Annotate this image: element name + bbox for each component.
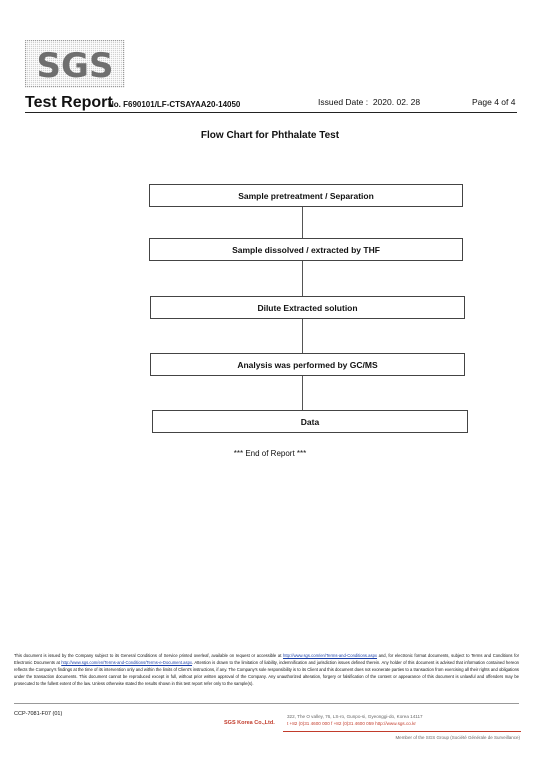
- terms-link[interactable]: http://www.sgs.com/en/Terms-and-Conditions.aspx: [282, 653, 378, 658]
- company-name: SGS Korea Co.,Ltd.: [224, 720, 275, 726]
- e-document-terms-link[interactable]: http://www.sgs.com/en/Terms-and-Conditions/Terms-e-Document.aspx: [61, 660, 193, 665]
- flow-connector: [302, 319, 303, 353]
- issued-date: [318, 97, 420, 107]
- page-number: Page 4 of 4: [472, 97, 516, 107]
- company-address: 322, The O valley, 76, LS-ro, Gunpo-si, Gyeonggi-do, Korea 14117: [287, 714, 423, 719]
- report-number: No. F690101/LF-CTSAYAA20-14050: [108, 100, 241, 109]
- flow-step-3: Dilute Extracted solution: [150, 296, 465, 319]
- form-code: CCP-7081-F07 (01): [14, 711, 63, 717]
- member-divider: [283, 731, 521, 732]
- flow-connector: [302, 376, 303, 410]
- company-contact: t +82 (0)31 4600 000 f +82 (0)31 4600 059 http://www.sgs.co.kr: [287, 721, 416, 726]
- disclaimer-text: This document is issued by the Company subject to its General Conditions of Service printed overleaf, available on request or accessible at: [14, 653, 283, 658]
- flow-step-4: Analysis was performed by GC/MS: [150, 353, 465, 376]
- end-of-report: *** End of Report ***: [233, 449, 307, 458]
- company-address-block: [287, 713, 517, 727]
- sgs-logo: [25, 40, 125, 88]
- disclaimer-text: . Attention is drawn to the limitation of liability, indemnification and jurisdiction issues defined therein. Any holder of this document is advised that information contained hereon reflects the Company's findings at the time of its intervention only and within the limits of Client's instructions, if any. The Company's sole responsibility is to its Client and this document does not exonerate parties to a transaction from exercising all their rights and obligations under the transaction documents. This document cannot be reproduced except in full, without prior written approval of the Company. Any unauthorized alteration, forgery or falsification of the content or appearance of this document is unlawful and offenders may be prosecuted to the fullest extent of the law. Unless otherwise stated the results shown in this test report refer only to the sample(s).: [14, 660, 519, 686]
- footer-divider: [14, 703, 519, 704]
- legal-disclaimer: [14, 652, 519, 687]
- flow-step-2: Sample dissolved / extracted by THF: [149, 238, 463, 261]
- member-of-sgs: Member of the SGS Group (Société Générale de Surveillance): [395, 735, 520, 740]
- flow-step-1: Sample pretreatment / Separation: [149, 184, 463, 207]
- disclaimer-text: and, for electronic format documents, subject to Terms and Conditions for Electronic Documents at: [14, 653, 519, 665]
- flow-connector: [302, 261, 303, 296]
- flow-step-5: Data: [152, 410, 468, 433]
- flowchart-title: Flow Chart for Phthalate Test: [200, 130, 340, 141]
- logo-text: SGS: [36, 46, 114, 86]
- report-title: Test Report: [25, 94, 113, 111]
- issued-value: 2020. 02. 28: [372, 97, 421, 107]
- header-divider: [25, 112, 517, 113]
- issued-label: Issued Date :: [318, 97, 369, 107]
- flow-connector: [302, 207, 303, 238]
